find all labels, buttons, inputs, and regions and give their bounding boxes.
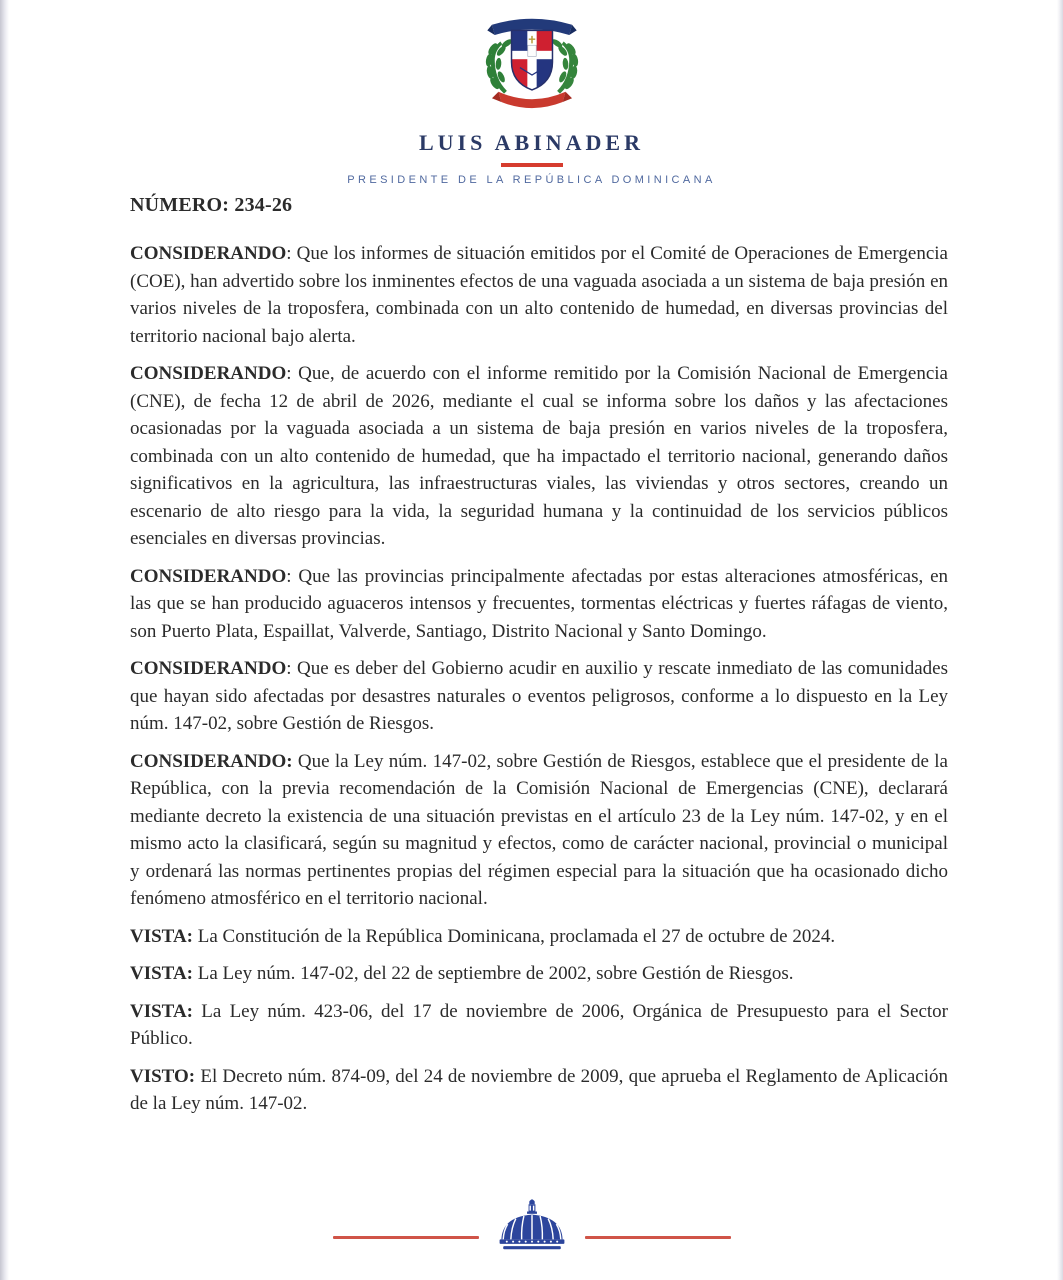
paragraph-lead: VISTA: bbox=[130, 963, 193, 984]
president-title: PRESIDENTE DE LA REPÚBLICA DOMINICANA bbox=[347, 174, 716, 186]
paragraph-lead: CONSIDERANDO bbox=[130, 243, 287, 264]
decree-paragraph bbox=[130, 960, 948, 988]
decree-paragraph bbox=[130, 240, 948, 350]
paragraph-body: La Ley núm. 423-06, del 17 de noviembre de 2006, Orgánica de Presupuesto para el Sector Público. bbox=[130, 1000, 948, 1049]
paragraph-lead: VISTA: bbox=[130, 1000, 193, 1022]
decree-paragraph bbox=[130, 1063, 948, 1118]
paragraph-body: : Que, de acuerdo con el informe remitido por la Comisión Nacional de Emergencia (CNE), de fecha 12 de abril de 2026, mediante el cual se informa sobre los daños y las afectaciones ocasionadas por la vaguada asociada a un sistema de baja presión en varios niveles de la troposfera, combinada con un alto contenido de humedad, que ha impactado el territorio nacional, generando daños significativos en la agricultura, las infraestructuras viales, las viviendas y otros sectores, creando un escenario de alto riesgo para la vida, la seguridad humana y la continuidad de los servicios públicos esenciales en diversas provincias. bbox=[130, 363, 948, 549]
paragraph-lead: CONSIDERANDO: bbox=[130, 750, 293, 772]
paragraph-body: La Ley núm. 147-02, del 22 de septiembre de 2002, sobre Gestión de Riesgos. bbox=[193, 963, 794, 984]
document-header bbox=[0, 0, 1063, 186]
palm-branch bbox=[550, 38, 578, 94]
name-underline bbox=[501, 163, 563, 167]
paragraph-lead: VISTA: bbox=[130, 925, 193, 947]
decree-paragraph bbox=[130, 360, 948, 553]
paragraph-lead: CONSIDERANDO bbox=[130, 658, 287, 679]
decree-paragraph bbox=[130, 923, 948, 951]
paragraph-body: El Decreto núm. 874-09, del 24 de noviembre de 2009, que aprueba el Reglamento de Aplicación de la Ley núm. 147-02. bbox=[130, 1065, 948, 1114]
flag-shield bbox=[511, 30, 552, 91]
paragraph-body: Que la Ley núm. 147-02, sobre Gestión de Riesgos, establece que el presidente de la República, con la previa recomendación de la Comisión Nacional de Emergencias (CNE), declarará mediante decreto la existencia de una situación previstas en el artículo 23 de la Ley núm. 147-02, y en el mismo acto la clasificará, según su magnitud y efectos, como de carácter nacional, provincial o municipal y ordenará las normas pertinentes propias del régimen especial para la situación que ha ocasionado dicho fenómeno atmosférico en el territorio nacional. bbox=[130, 750, 948, 909]
palace-dome-icon bbox=[491, 1198, 573, 1252]
decree-paragraph bbox=[130, 998, 948, 1053]
paragraph-body: : Que es deber del Gobierno acudir en auxilio y rescate inmediato de las comunidades que hayan sido afectadas por desastres naturales o eventos peligrosos, conforme a lo dispuesto en la Ley núm. 147-02, sobre Gestión de Riesgos. bbox=[130, 658, 948, 734]
president-name: LUIS ABINADER bbox=[419, 130, 644, 155]
decree-paragraphs bbox=[130, 240, 948, 1128]
decree-paragraph bbox=[130, 655, 948, 738]
footer-right-rule bbox=[585, 1236, 731, 1239]
bottom-ribbon bbox=[491, 92, 571, 108]
footer-left-rule bbox=[333, 1236, 479, 1239]
paragraph-lead: VISTO: bbox=[130, 1065, 196, 1087]
paragraph-lead: CONSIDERANDO bbox=[130, 565, 287, 587]
decree-paragraph bbox=[130, 748, 948, 913]
paragraph-lead: CONSIDERANDO bbox=[130, 363, 287, 384]
page-right-edge bbox=[1057, 0, 1063, 1280]
decree-number: NÚMERO: 234-26 bbox=[130, 194, 293, 216]
laurel-branch bbox=[484, 38, 512, 94]
page-left-edge bbox=[0, 0, 9, 1280]
paragraph-body: : Que los informes de situación emitidos por el Comité de Operaciones de Emergencia (COE), han advertido sobre los inminentes efectos de una vaguada asociada a un sistema de baja presión en varios niveles de la troposfera, combinada con un alto contenido de humedad, en diversas provincias del territorio nacional bajo alerta. bbox=[130, 243, 948, 347]
paragraph-body: : Que las provincias principalmente afectadas por estas alteraciones atmosféricas, en las que se han producido aguaceros intensos y frecuentes, tormentas eléctricas y fuertes ráfagas de viento, son Puerto Plata, Espaillat, Valverde, Santiago, Distrito Nacional y Santo Domingo. bbox=[130, 565, 948, 642]
decree-paragraph bbox=[130, 563, 948, 646]
dominican-coat-of-arms-icon bbox=[476, 8, 588, 116]
document-footer bbox=[0, 1198, 1063, 1252]
paragraph-body: La Constitución de la República Dominicana, proclamada el 27 de octubre de 2024. bbox=[193, 925, 836, 947]
